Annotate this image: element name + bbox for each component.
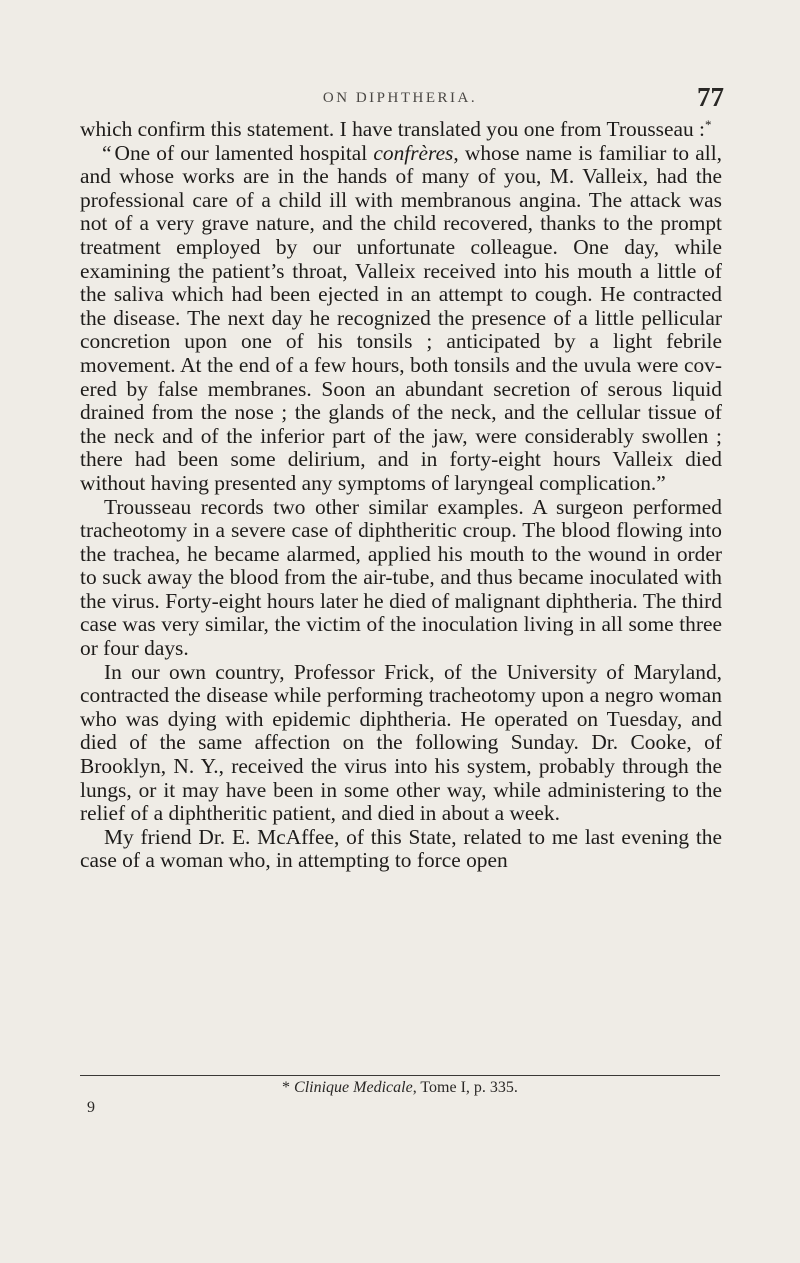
paragraph-american-cases: In our own country, Professor Frick, of the University of Maryland, contracted the disease while performing tracheotomy upon a negro woman who was dying with epidemic diphtheria. He operated on Tuesday, and died of the same affection on the following Sunday. Dr. Cooke, of Brooklyn, N. Y., received the virus into his system, probably through the lungs, or it may have been in some other way, while administering to the relief of a diphtheritic patient, and died in about a week. [80,659,722,826]
page-number: 77 [697,82,724,112]
quotation-italic-word: confrères [373,140,454,165]
paragraph-quotation [80,142,722,496]
quotation-text-rest: , whose name is familiar to all, and whose works are in the hands of many of you, M. Valleix, had the professional care of a child ill with membranous angina. The attack was not of a very grave nature, and the child recovered, thanks to the prompt treatment employed by our unfortunate colleague. One day, while examining the patient’s throat, Valleix received into his mouth a little of the saliva which had been ejected in an attempt to cough. He contracted the disease. The next day he recognized the presence of a little pellicular concretion upon one of his tonsils ; anticipated by a light febrile movement. At the end of a few hours, both tonsils and the uvula were covered by false membranes. Soon an abundant secretion of serous liquid drained from the nose ; the glands of the neck, and the cellular tissue of the neck and of the inferior part of the jaw, were considerably swollen ; there had been some delirium, and in forty-eight hours Valleix died without having presented any symptoms of laryngeal complication. [80,140,722,495]
footnote-title: Clinique Medicale [294,1079,413,1096]
footnote-citation: , Tome I, p. 335. [412,1079,518,1096]
footnote-mark: * [282,1079,295,1096]
paragraph-trousseau-examples: Trousseau records two other similar examples. A surgeon performed tracheotomy in a severe case of diphtheritic croup. The blood flowing into the trachea, he became alarmed, applied his mouth to the wound in order to suck away the blood from the air-tube, and thus became inoculated with the virus. Forty-eight hours later he died of malignant diphtheria. The third case was very similar, the victim of the inoculation living in all some three or four days. [80,494,722,661]
footnote [80,1077,720,1099]
running-head: ON DIPHTHERIA. [322,90,478,106]
quotation-text-start: One of our lamented hospital [114,140,374,165]
paragraph-intro [80,118,722,142]
footnote-reference: * [704,117,712,132]
paragraph-intro-text: which confirm this statement. I have translated you one from Trousseau : [80,117,705,141]
body-text [80,118,722,873]
page-header [80,82,724,116]
paragraph-mcaffee: My friend Dr. E. McAffee, of this State, related to me last evening the case of a woman who, in attempting to force open [80,824,722,873]
signature-mark: 9 [87,1099,95,1116]
footnote-divider [80,1075,720,1076]
